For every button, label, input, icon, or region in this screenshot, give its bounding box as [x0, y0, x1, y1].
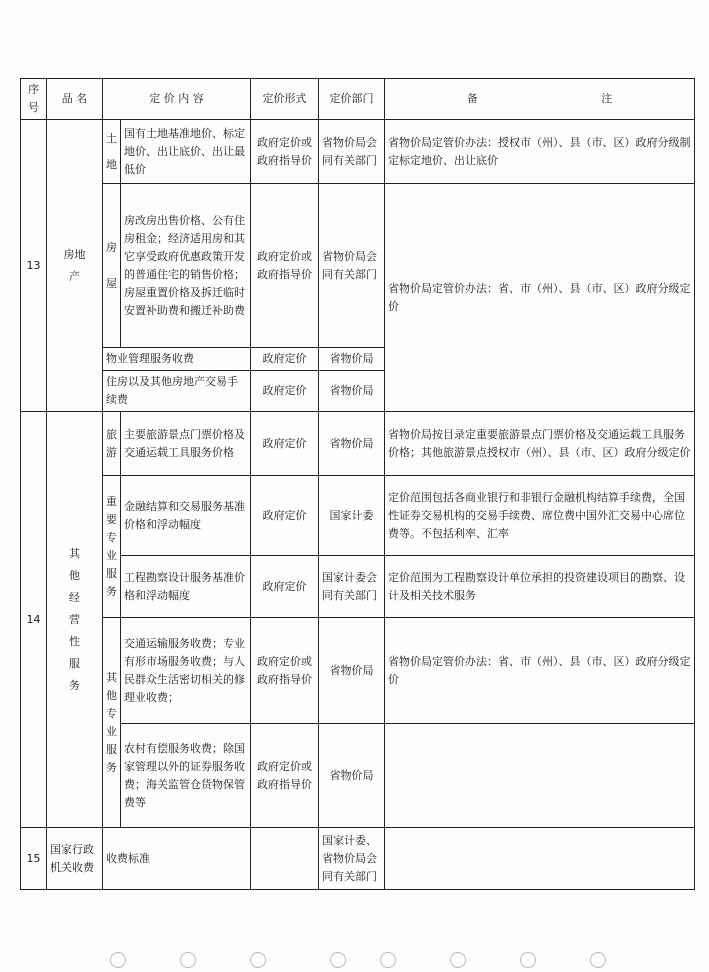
form-cell: 政府定价: [251, 476, 319, 556]
form-cell: [251, 828, 319, 890]
remark-cell: [385, 828, 695, 890]
form-cell: 政府定价或政府指导价: [251, 120, 319, 184]
dept-cell: 省物价局: [319, 412, 385, 476]
header-seq: 序号: [21, 79, 47, 120]
footer-marks: [0, 940, 709, 972]
header-remark-right: 注: [601, 92, 613, 105]
dept-cell: 国家计委、省物价局会同有关部门: [319, 828, 385, 890]
dept-cell: 省物价局: [319, 618, 385, 724]
form-cell: 政府定价: [251, 348, 319, 371]
table-row: [21, 618, 695, 724]
sub-category-cell: 旅游: [103, 412, 121, 476]
table-row: [21, 724, 695, 828]
circle-mark: [590, 952, 606, 968]
dept-cell: 国家计委: [319, 476, 385, 556]
sub-category-cell: 重要专业服务: [103, 476, 121, 618]
content-cell: 交通运输服务收费；专业有形市场服务收费；与人民群众生活密切相关的修理业收费；: [121, 618, 251, 724]
seq-cell: 13: [21, 120, 47, 412]
header-form: 定价形式: [251, 79, 319, 120]
form-cell: 政府定价: [251, 412, 319, 476]
form-cell: 政府定价或政府指导价: [251, 618, 319, 724]
circle-mark: [250, 952, 266, 968]
remark-cell: 省物价局定管价办法：省、市（州）、县（市、区）政府分级定价: [385, 618, 695, 724]
remark-cell: 省物价局定管价办法：省、市（州）、县（市、区）政府分级定价: [385, 184, 695, 412]
header-dept: 定价部门: [319, 79, 385, 120]
item-name-cell: 其他经营性服务: [47, 412, 103, 828]
circle-mark: [380, 952, 396, 968]
circle-mark: [180, 952, 196, 968]
table-row: [21, 556, 695, 618]
table-row: [21, 412, 695, 476]
item-name-cell: 房地产: [47, 120, 103, 412]
remark-cell: 省物价局定管价办法：授权市（州）、县（市、区）政府分级制定标定地价、出让底价: [385, 120, 695, 184]
dept-cell: 省物价局会同有关部门: [319, 184, 385, 348]
remark-cell: 定价范围为工程勘察设计单位承担的投资建设项目的勘察、设计及相关技术服务: [385, 556, 695, 618]
content-cell: 工程勘察设计服务基准价格和浮动幅度: [121, 556, 251, 618]
table-row: [21, 184, 695, 348]
form-cell: 政府定价或政府指导价: [251, 724, 319, 828]
content-cell: 物业管理服务收费: [103, 348, 251, 371]
header-remark: [385, 79, 695, 120]
header-name: 品 名: [47, 79, 103, 120]
table-row: [21, 476, 695, 556]
price-catalog-table: [20, 78, 695, 890]
dept-cell: 省物价局: [319, 724, 385, 828]
remark-cell: 省物价局按目录定重要旅游景点门票价格及交通运载工具服务价格；其他旅游景点授权市（州）、县（市、区）政府分级定价: [385, 412, 695, 476]
remark-cell: 定价范围包括各商业银行和非银行金融机构结算手续费，全国性证券交易机构的交易手续费、席位费中国外汇交易中心席位费等。不包括利率、汇率: [385, 476, 695, 556]
header-remark-left: 备: [466, 92, 478, 105]
content-cell: 主要旅游景点门票价格及交通运载工具服务价格: [121, 412, 251, 476]
circle-mark: [330, 952, 346, 968]
sub-category-cell: 房屋: [103, 184, 121, 348]
form-cell: 政府定价: [251, 371, 319, 412]
header-content: 定 价 内 容: [103, 79, 251, 120]
table-row: [21, 828, 695, 890]
circle-mark: [520, 952, 536, 968]
form-cell: 政府定价或政府指导价: [251, 184, 319, 348]
dept-cell: 省物价局: [319, 348, 385, 371]
content-cell: 金融结算和交易服务基准价格和浮动幅度: [121, 476, 251, 556]
header-row: [21, 79, 695, 120]
dept-cell: 省物价局: [319, 371, 385, 412]
content-cell: 房改房出售价格、公有住房租金；经济适用房和其它享受政府优惠政策开发的普通住宅的销售价格；房屋重置价格及拆迁临时安置补助费和搬迁补助费: [121, 184, 251, 348]
sub-category-cell: 土地: [103, 120, 121, 184]
dept-cell: 国家计委会同有关部门: [319, 556, 385, 618]
seq-cell: 14: [21, 412, 47, 828]
circle-mark: [110, 952, 126, 968]
item-name-cell: 国家行政机关收费: [47, 828, 103, 890]
remark-cell: [385, 724, 695, 828]
content-cell: 农村有偿服务收费；除国家管理以外的证券服务收费；海关监管仓货物保管费等: [121, 724, 251, 828]
table-row: [21, 120, 695, 184]
content-cell: 收费标准: [103, 828, 251, 890]
content-cell: 住房以及其他房地产交易手续费: [103, 371, 251, 412]
dept-cell: 省物价局会同有关部门: [319, 120, 385, 184]
form-cell: 政府定价: [251, 556, 319, 618]
circle-mark: [450, 952, 466, 968]
content-cell: 国有土地基准地价、标定地价、出让底价、出让最低价: [121, 120, 251, 184]
seq-cell: 15: [21, 828, 47, 890]
sub-category-cell: 其他专业服务: [103, 618, 121, 828]
